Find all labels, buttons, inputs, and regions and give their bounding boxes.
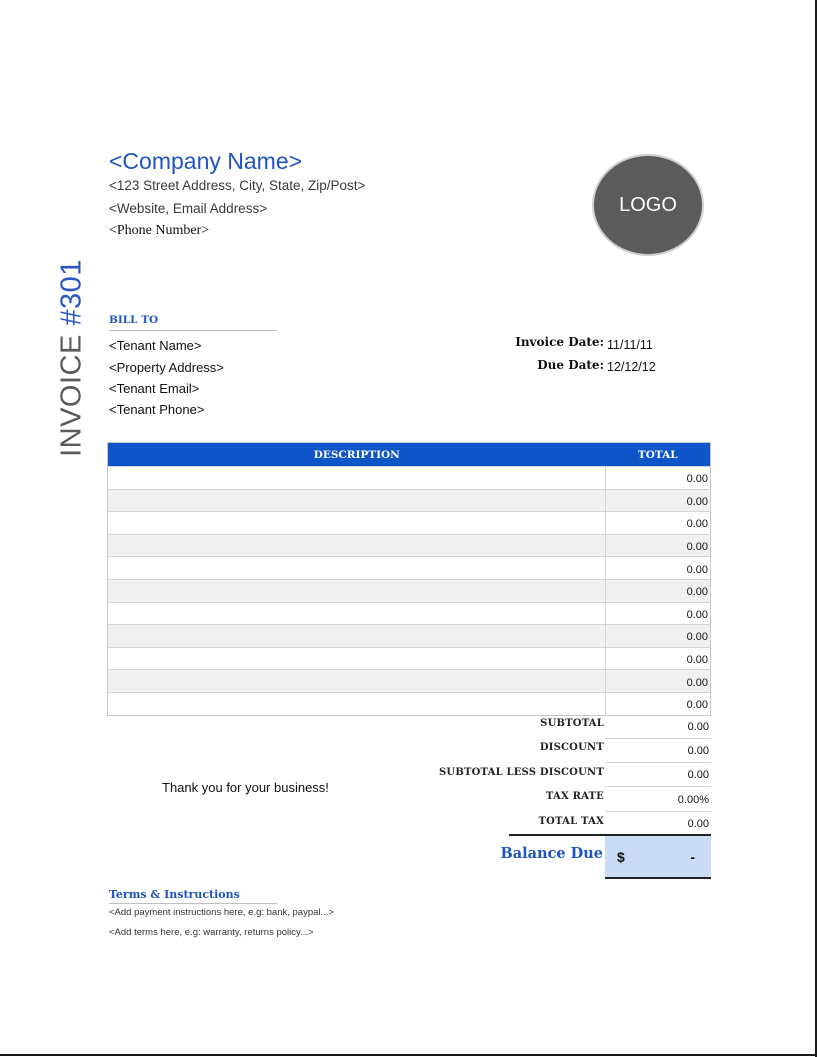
tenant-email: <Tenant Email> (109, 381, 200, 396)
table-header-row (108, 443, 711, 467)
line-item-total[interactable]: 0.00 (606, 647, 711, 670)
balance-due-box[interactable] (605, 836, 711, 879)
line-items-table (107, 442, 711, 716)
total-header: TOTAL (606, 443, 711, 467)
line-item-total[interactable]: 0.00 (606, 534, 711, 557)
balance-due-label: Balance Due (500, 845, 603, 862)
line-item-description[interactable] (108, 602, 606, 625)
terms-policy: <Add terms here, e.g: warranty, returns policy...> (109, 927, 314, 938)
table-row (108, 670, 711, 693)
line-item-total[interactable]: 0.00 (606, 512, 711, 535)
invoice-number: #301 (55, 259, 88, 326)
company-web-email: <Website, Email Address> (109, 201, 268, 216)
total-tax-value[interactable]: 0.00 (687, 818, 709, 830)
table-row (108, 534, 711, 557)
line-item-description[interactable] (108, 534, 606, 557)
table-row (108, 489, 711, 512)
company-address: <123 Street Address, City, State, Zip/Post> (109, 178, 366, 193)
tenant-phone: <Tenant Phone> (109, 402, 205, 417)
line-item-total[interactable]: 0.00 (606, 692, 711, 715)
invoice-title-prefix: INVOICE (55, 325, 88, 457)
tenant-name: <Tenant Name> (109, 338, 202, 353)
line-item-description[interactable] (108, 647, 606, 670)
table-row (108, 557, 711, 580)
line-item-total[interactable]: 0.00 (606, 670, 711, 693)
line-item-total[interactable]: 0.00 (606, 467, 711, 490)
subtotal-less-discount-label: SUBTOTAL LESS DISCOUNT (438, 767, 604, 778)
tax-rate-label: TAX RATE (545, 791, 604, 802)
line-item-total[interactable]: 0.00 (606, 579, 711, 602)
company-name: <Company Name> (109, 148, 303, 174)
line-item-total[interactable]: 0.00 (606, 489, 711, 512)
table-row (108, 647, 711, 670)
balance-currency: $ (617, 849, 625, 865)
line-item-description[interactable] (108, 670, 606, 693)
table-row (108, 579, 711, 602)
due-date-value: 12/12/12 (607, 360, 656, 374)
balance-amount: - (690, 849, 695, 865)
line-item-description[interactable] (108, 557, 606, 580)
line-item-description[interactable] (108, 625, 606, 648)
invoice-date-value: 11/11/11 (607, 338, 653, 352)
discount-label: DISCOUNT (539, 742, 604, 753)
bill-to-heading: BILL TO (109, 314, 277, 331)
line-item-total[interactable]: 0.00 (606, 557, 711, 580)
subtotal-less-discount-value[interactable]: 0.00 (605, 764, 711, 787)
thank-you-message: Thank you for your business! (162, 780, 329, 795)
total-tax-label: TOTAL TAX (538, 816, 604, 827)
terms-heading: Terms & Instructions (109, 888, 277, 904)
subtotal-label: SUBTOTAL (540, 718, 604, 729)
line-item-description[interactable] (108, 489, 606, 512)
invoice-title (56, 259, 89, 457)
line-item-total[interactable]: 0.00 (606, 602, 711, 625)
line-item-description[interactable] (108, 512, 606, 535)
property-address: <Property Address> (109, 360, 224, 375)
page-edge-bottom (0, 1054, 817, 1056)
description-header: DESCRIPTION (108, 443, 606, 467)
company-phone: <Phone Number> (109, 223, 210, 238)
table-row (108, 512, 711, 535)
invoice-date-label: Invoice Date: (515, 335, 604, 349)
discount-value[interactable]: 0.00 (605, 740, 711, 763)
table-row (108, 602, 711, 625)
table-row (108, 692, 711, 715)
line-items-body (108, 467, 711, 716)
line-item-description[interactable] (108, 692, 606, 715)
line-item-description[interactable] (108, 579, 606, 602)
payment-instructions: <Add payment instructions here, e.g: bank, paypal...> (109, 907, 334, 918)
logo (592, 154, 704, 256)
table-row (108, 625, 711, 648)
tax-rate-value[interactable]: 0.00% (605, 789, 711, 812)
subtotal-value[interactable]: 0.00 (605, 716, 711, 739)
logo-text: LOGO (619, 193, 677, 216)
line-item-total[interactable]: 0.00 (606, 625, 711, 648)
table-row (108, 467, 711, 490)
line-item-description[interactable] (108, 467, 606, 490)
due-date-label: Due Date: (537, 358, 604, 372)
